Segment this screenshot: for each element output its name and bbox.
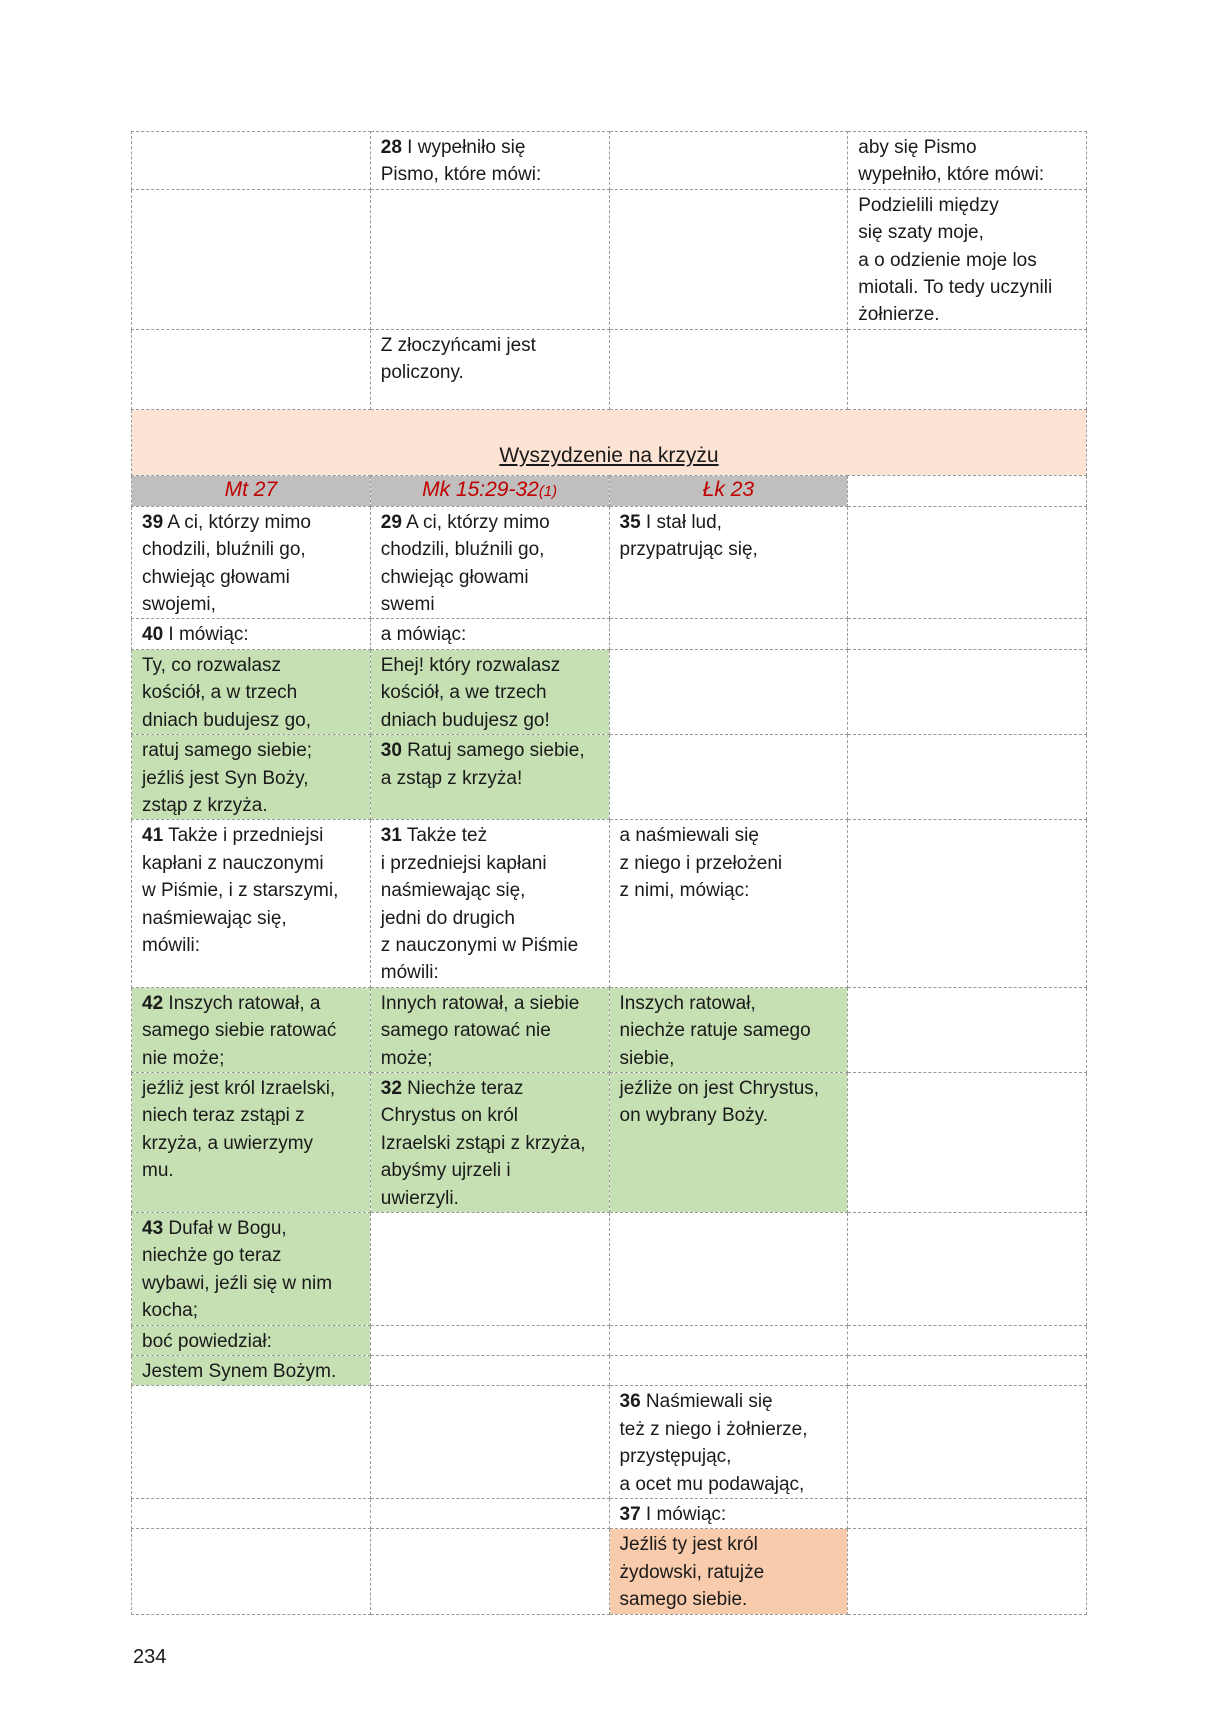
- table-cell: Ty, co rozwalasz kościół, a w trzech dniach budujesz go,: [132, 649, 371, 734]
- header-mt: Mt 27: [132, 475, 371, 506]
- table-row: [132, 189, 1087, 329]
- page-number: 234: [133, 1646, 167, 1668]
- table-row: [132, 820, 1087, 987]
- table-cell: aby się Pismo wypełniło, które mówi:: [848, 132, 1087, 190]
- table-cell: [609, 649, 848, 734]
- table-cell: a naśmiewali się z niego i przełożeni z nimi, mówiąc:: [609, 820, 848, 987]
- table-cell: [370, 189, 609, 329]
- table-cell: [609, 329, 848, 409]
- table-row: [132, 329, 1087, 409]
- table-row: [132, 1529, 1087, 1614]
- table-cell: [132, 1386, 371, 1499]
- table-row: [132, 132, 1087, 190]
- gospel-header-row: [132, 475, 1087, 506]
- table-row: [132, 987, 1087, 1072]
- table-cell: 37 I mówiąc:: [609, 1499, 848, 1529]
- section-heading-cell: [132, 409, 1087, 475]
- table-cell: 39 A ci, którzy mimo chodzili, bluźnili go, chwiejąc głowami swojemi,: [132, 506, 371, 619]
- table-cell: [609, 1356, 848, 1386]
- table-cell: 31 Także też i przedniejsi kapłani naśmiewając się, jedni do drugich z nauczonymi w Piśmie mówili:: [370, 820, 609, 987]
- table-cell: Inszych ratował, niechże ratuje samego siebie,: [609, 987, 848, 1072]
- table-row: [132, 1386, 1087, 1499]
- table-cell: [132, 1499, 371, 1529]
- table-cell: [848, 1072, 1087, 1212]
- table-row: [132, 649, 1087, 734]
- table-cell: 36 Naśmiewali się też z niego i żołnierze, przystępując, a ocet mu podawając,: [609, 1386, 848, 1499]
- table-cell: [609, 189, 848, 329]
- table-cell: [370, 1386, 609, 1499]
- table-cell: jeźliż jest król Izraelski, niech teraz zstąpi z krzyża, a uwierzymy mu.: [132, 1072, 371, 1212]
- table-cell: 41 Także i przedniejsi kapłani z nauczonymi w Piśmie, i z starszymi, naśmiewając się, mówili:: [132, 820, 371, 987]
- table-cell: [609, 1213, 848, 1326]
- table-cell: 43 Dufał w Bogu, niechże go teraz wybawi, jeźli się w nim kocha;: [132, 1213, 371, 1326]
- table-cell: [848, 1356, 1087, 1386]
- table-cell: 29 A ci, którzy mimo chodzili, bluźnili go, chwiejąc głowami swemi: [370, 506, 609, 619]
- table-row: [132, 1499, 1087, 1529]
- table-cell: [848, 1529, 1087, 1614]
- table-cell: Innych ratował, a siebie samego ratować nie może;: [370, 987, 609, 1072]
- table-cell: boć powiedział:: [132, 1325, 371, 1355]
- table-cell: Ehej! który rozwalasz kościół, a we trzech dniach budujesz go!: [370, 649, 609, 734]
- table-row: [132, 1356, 1087, 1386]
- table-row: [132, 1213, 1087, 1326]
- table-cell: [132, 189, 371, 329]
- table-cell: [609, 735, 848, 820]
- table-cell: [848, 1325, 1087, 1355]
- table-cell: 30 Ratuj samego siebie, a zstąp z krzyża!: [370, 735, 609, 820]
- table-row: [132, 735, 1087, 820]
- table-cell: Z złoczyńcami jest policzony.: [370, 329, 609, 409]
- table-cell: [370, 1356, 609, 1386]
- table-row: [132, 619, 1087, 649]
- table-cell: [848, 506, 1087, 619]
- table-cell: 32 Niechże teraz Chrystus on król Izraelski zstąpi z krzyża, abyśmy ujrzeli i uwierzyli.: [370, 1072, 609, 1212]
- table-cell: [370, 1325, 609, 1355]
- table-cell: [609, 1325, 848, 1355]
- table-row: [132, 1325, 1087, 1355]
- table-row: [132, 506, 1087, 619]
- table-cell: 35 I stał lud, przypatrując się,: [609, 506, 848, 619]
- table-cell: [848, 820, 1087, 987]
- section-title: Wyszydzenie na krzyżu: [499, 444, 719, 468]
- section-row: [132, 409, 1087, 475]
- table-cell: [370, 1499, 609, 1529]
- table-cell: [848, 649, 1087, 734]
- table-cell: Jestem Synem Bożym.: [132, 1356, 371, 1386]
- table-cell: ratuj samego siebie; jeźliś jest Syn Boży, zstąp z krzyża.: [132, 735, 371, 820]
- table-cell: Podzielili między się szaty moje, a o odzienie moje los miotali. To tedy uczynili żołnierze.: [848, 189, 1087, 329]
- table-cell: [848, 1213, 1087, 1326]
- table-cell: 28 I wypełniło się Pismo, które mówi:: [370, 132, 609, 190]
- table-cell: [609, 619, 848, 649]
- table-cell: [848, 1499, 1087, 1529]
- table-cell: Jeźliś ty jest król żydowski, ratujże samego siebie.: [609, 1529, 848, 1614]
- table-cell: 40 I mówiąc:: [132, 619, 371, 649]
- gospel-synopsis-table: [131, 131, 1087, 1615]
- table-cell: [848, 329, 1087, 409]
- table-cell: [132, 1529, 371, 1614]
- table-row: [132, 1072, 1087, 1212]
- table-cell: a mówiąc:: [370, 619, 609, 649]
- table-cell: [132, 329, 371, 409]
- table-cell: [132, 132, 371, 190]
- table-cell: 42 Inszych ratował, a samego siebie ratować nie może;: [132, 987, 371, 1072]
- table-cell: [848, 987, 1087, 1072]
- table-cell: [370, 1529, 609, 1614]
- table-cell: [848, 1386, 1087, 1499]
- table-cell: [370, 1213, 609, 1326]
- header-lk: Łk 23: [609, 475, 848, 506]
- table-cell: jeźliże on jest Chrystus, on wybrany Boży.: [609, 1072, 848, 1212]
- table-cell: [848, 735, 1087, 820]
- header-mk: Mk 15:29-32(1): [370, 475, 609, 506]
- table-cell: [609, 132, 848, 190]
- table-cell: [848, 619, 1087, 649]
- header-empty: [848, 475, 1087, 506]
